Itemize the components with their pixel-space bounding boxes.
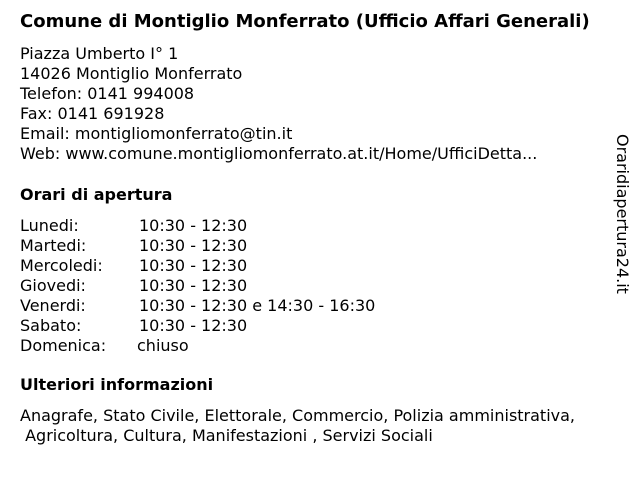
address-city: 14026 Montiglio Monferrato <box>20 64 243 83</box>
address-street: Piazza Umberto I° 1 <box>20 44 179 63</box>
phone-number: Telefon: 0141 994008 <box>20 84 195 103</box>
additional-info-text <box>20 406 630 446</box>
opening-hours-table <box>20 216 620 356</box>
hours-row-tuesday <box>20 236 620 256</box>
fax-number: Fax: 0141 691928 <box>20 104 165 123</box>
hours-row-thursday <box>20 276 620 296</box>
website-url: Web: www.comune.montigliomonferrato.at.it/Home/UfficiDetta... <box>20 144 538 163</box>
hours-time: 10:30 - 12:30 <box>139 276 248 295</box>
hours-time: 10:30 - 12:30 <box>139 216 248 235</box>
hours-row-sunday <box>20 336 620 356</box>
hours-row-monday <box>20 216 620 236</box>
hours-day: Domenica: <box>20 336 107 355</box>
hours-row-saturday <box>20 316 620 336</box>
office-card <box>20 12 620 446</box>
email-address: Email: montigliomonferrato@tin.it <box>20 124 293 143</box>
hours-time: chiuso <box>137 336 189 355</box>
opening-hours-heading: Orari di apertura <box>20 185 173 204</box>
hours-time: 10:30 - 12:30 <box>139 256 248 275</box>
hours-day: Giovedi: <box>20 276 86 295</box>
hours-time: 10:30 - 12:30 <box>139 316 248 335</box>
hours-row-friday <box>20 296 620 316</box>
hours-day: Martedi: <box>20 236 87 255</box>
hours-day: Mercoledi: <box>20 256 103 275</box>
hours-time: 10:30 - 12:30 e 14:30 - 16:30 <box>139 296 376 315</box>
additional-info-line: Anagrafe, Stato Civile, Elettorale, Commercio, Polizia amministrativa, <box>20 406 576 425</box>
additional-info-heading: Ulteriori informazioni <box>20 375 214 394</box>
hours-day: Venerdi: <box>20 296 86 315</box>
hours-row-wednesday <box>20 256 620 276</box>
contact-details <box>20 44 620 164</box>
additional-info-line: Agricoltura, Cultura, Manifestazioni , Servizi Sociali <box>20 426 433 445</box>
hours-time: 10:30 - 12:30 <box>139 236 248 255</box>
hours-day: Lunedi: <box>20 216 79 235</box>
hours-day: Sabato: <box>20 316 82 335</box>
site-brand-watermark: Oraridiapertura24.it <box>613 134 632 294</box>
office-title: Comune di Montiglio Monferrato (Ufficio Affari Generali) <box>20 11 590 32</box>
